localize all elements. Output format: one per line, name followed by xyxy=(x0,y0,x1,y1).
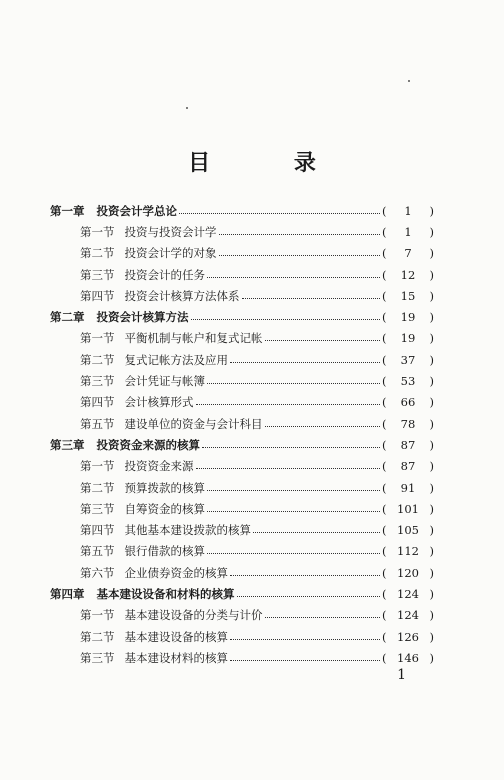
toc-entry-label xyxy=(50,650,228,666)
section-title: 复式记帐方法及应用 xyxy=(124,352,228,367)
page-reference xyxy=(382,438,434,452)
dot-leader xyxy=(202,440,380,450)
dot-leader xyxy=(207,270,380,280)
page-number-ref: 66 xyxy=(400,395,416,410)
section-title: 投资会计学的对象 xyxy=(124,246,217,261)
section-title: 建设单位的资金与会计科目 xyxy=(124,416,263,431)
open-paren: ( xyxy=(382,480,387,495)
page-reference xyxy=(382,374,434,388)
page-number-ref: 91 xyxy=(400,480,416,495)
page-number-ref: 1 xyxy=(404,224,412,239)
toc-entry-label xyxy=(50,352,228,368)
close-paren: ) xyxy=(429,586,434,601)
page-number-ref: 126 xyxy=(397,629,419,644)
page-number-ref: 124 xyxy=(397,608,419,623)
page-number-ref: 105 xyxy=(397,523,419,538)
open-paren: ( xyxy=(382,224,387,239)
page-reference xyxy=(382,544,434,558)
section-number: 第二节 xyxy=(80,246,115,261)
page-number: 1 xyxy=(397,667,406,683)
toc-section-row xyxy=(50,562,434,583)
section-title: 其他基本建设拨款的核算 xyxy=(124,523,251,538)
page-reference xyxy=(382,630,434,644)
section-number: 第一节 xyxy=(80,224,115,239)
open-paren: ( xyxy=(382,416,387,431)
close-paren: ) xyxy=(429,629,434,644)
section-number: 第三节 xyxy=(80,501,115,516)
close-paren: ) xyxy=(429,650,434,665)
dot-leader xyxy=(230,568,380,578)
dot-leader xyxy=(253,525,380,535)
toc-section-row xyxy=(50,456,434,477)
section-number: 第四节 xyxy=(80,395,115,410)
dot-leader xyxy=(207,376,380,386)
toc-entry-label xyxy=(50,245,217,261)
section-title: 基本建设设备的核算 xyxy=(124,629,228,644)
section-number: 第四节 xyxy=(80,523,115,538)
open-paren: ( xyxy=(382,523,387,538)
toc-entry-label xyxy=(50,437,200,453)
toc-entry-label xyxy=(50,309,189,325)
chapter-number: 第四章 xyxy=(50,586,85,601)
page-reference xyxy=(382,331,434,345)
dot-leader xyxy=(219,248,381,258)
chapter-title: 投资会计学总论 xyxy=(96,203,177,218)
open-paren: ( xyxy=(382,459,387,474)
dot-leader xyxy=(230,653,380,663)
toc-chapter-row xyxy=(50,434,434,455)
section-title: 会计核算形式 xyxy=(124,395,194,410)
section-number: 第五节 xyxy=(80,416,115,431)
toc-entry-label xyxy=(50,565,228,581)
page-reference xyxy=(382,268,434,282)
toc-section-row xyxy=(50,413,434,434)
close-paren: ) xyxy=(429,352,434,367)
dot-leader xyxy=(196,397,381,407)
open-paren: ( xyxy=(382,246,387,261)
toc-entry-label xyxy=(50,416,263,432)
section-number: 第一节 xyxy=(80,459,115,474)
page-number-ref: 120 xyxy=(397,565,419,580)
toc-entry-label xyxy=(50,458,194,474)
close-paren: ) xyxy=(429,246,434,261)
close-paren: ) xyxy=(429,459,434,474)
section-title: 会计凭证与帐簿 xyxy=(124,374,205,389)
page-reference xyxy=(382,417,434,431)
dot-leader xyxy=(265,610,381,620)
close-paren: ) xyxy=(429,544,434,559)
dot-leader xyxy=(179,206,380,216)
open-paren: ( xyxy=(382,650,387,665)
close-paren: ) xyxy=(429,416,434,431)
section-number: 第三节 xyxy=(80,374,115,389)
page-number-ref: 15 xyxy=(400,288,416,303)
toc-section-row xyxy=(50,221,434,242)
section-number: 第一节 xyxy=(80,608,115,623)
page-reference xyxy=(382,225,434,239)
dot-leader xyxy=(265,333,381,343)
close-paren: ) xyxy=(429,565,434,580)
section-number: 第三节 xyxy=(80,267,115,282)
open-paren: ( xyxy=(382,544,387,559)
toc-chapter-row xyxy=(50,200,434,221)
section-title: 基本建设设备的分类与计价 xyxy=(124,608,263,623)
open-paren: ( xyxy=(382,352,387,367)
page-number-ref: 146 xyxy=(397,650,419,665)
page-number-ref: 87 xyxy=(400,437,416,452)
page-reference xyxy=(382,523,434,537)
toc-entry-label xyxy=(50,330,263,346)
toc-section-row xyxy=(50,498,434,519)
open-paren: ( xyxy=(382,608,387,623)
toc-entry-label xyxy=(50,288,240,304)
toc-section-row xyxy=(50,243,434,264)
toc-entry-label xyxy=(50,267,205,283)
section-title: 投资资金来源 xyxy=(124,459,194,474)
open-paren: ( xyxy=(382,565,387,580)
page-title: 目 录 xyxy=(188,150,354,176)
toc-section-row xyxy=(50,647,434,668)
close-paren: ) xyxy=(429,480,434,495)
toc-section-row xyxy=(50,605,434,626)
page-reference xyxy=(382,566,434,580)
toc-section-row xyxy=(50,328,434,349)
page-reference xyxy=(382,395,434,409)
toc-entry-label xyxy=(50,203,177,219)
page-number-ref: 101 xyxy=(397,501,419,516)
page-number-ref: 37 xyxy=(400,352,416,367)
chapter-number: 第二章 xyxy=(50,310,85,325)
close-paren: ) xyxy=(429,203,434,218)
section-title: 投资与投资会计学 xyxy=(124,224,217,239)
page-reference xyxy=(382,651,434,665)
dot-leader xyxy=(207,483,380,493)
page-reference xyxy=(382,246,434,260)
page-number-ref: 7 xyxy=(404,246,412,261)
section-number: 第二节 xyxy=(80,629,115,644)
table-of-contents xyxy=(50,200,434,669)
section-number: 第二节 xyxy=(80,480,115,495)
page-reference xyxy=(382,481,434,495)
dot-leader xyxy=(265,419,381,429)
section-title: 基本建设材料的核算 xyxy=(124,650,228,665)
close-paren: ) xyxy=(429,267,434,282)
page-reference xyxy=(382,502,434,516)
toc-section-row xyxy=(50,541,434,562)
toc-entry-label xyxy=(50,224,217,240)
chapter-number: 第一章 xyxy=(50,203,85,218)
toc-section-row xyxy=(50,519,434,540)
open-paren: ( xyxy=(382,395,387,410)
toc-entry-label xyxy=(50,629,228,645)
section-number: 第一节 xyxy=(80,331,115,346)
toc-entry-label xyxy=(50,586,235,602)
chapter-title: 投资资金来源的核算 xyxy=(96,437,200,452)
dot-leader xyxy=(230,355,380,365)
close-paren: ) xyxy=(429,331,434,346)
page-reference xyxy=(382,459,434,473)
toc-entry-label xyxy=(50,480,205,496)
page-reference xyxy=(382,587,434,601)
section-number: 第三节 xyxy=(80,650,115,665)
toc-section-row xyxy=(50,392,434,413)
dot-leader xyxy=(207,546,380,556)
toc-entry-label xyxy=(50,522,251,538)
section-title: 预算拨款的核算 xyxy=(124,480,205,495)
section-number: 第五节 xyxy=(80,544,115,559)
page-reference xyxy=(382,310,434,324)
toc-section-row xyxy=(50,626,434,647)
toc-section-row xyxy=(50,264,434,285)
dot-leader xyxy=(207,504,380,514)
toc-section-row xyxy=(50,285,434,306)
toc-section-row xyxy=(50,370,434,391)
page-number-ref: 19 xyxy=(400,310,416,325)
close-paren: ) xyxy=(429,523,434,538)
open-paren: ( xyxy=(382,310,387,325)
section-title: 投资会计核算方法体系 xyxy=(124,288,240,303)
page-reference xyxy=(382,608,434,622)
open-paren: ( xyxy=(382,586,387,601)
page-reference xyxy=(382,289,434,303)
page-number-ref: 1 xyxy=(404,203,412,218)
section-number: 第四节 xyxy=(80,288,115,303)
section-number: 第二节 xyxy=(80,352,115,367)
open-paren: ( xyxy=(382,629,387,644)
page-reference xyxy=(382,204,434,218)
open-paren: ( xyxy=(382,374,387,389)
close-paren: ) xyxy=(429,374,434,389)
section-number: 第六节 xyxy=(80,565,115,580)
close-paren: ) xyxy=(429,437,434,452)
chapter-title: 基本建设设备和材料的核算 xyxy=(96,586,235,601)
scan-speck xyxy=(186,107,188,109)
open-paren: ( xyxy=(382,288,387,303)
close-paren: ) xyxy=(429,310,434,325)
open-paren: ( xyxy=(382,501,387,516)
dot-leader xyxy=(230,632,380,642)
toc-entry-label xyxy=(50,394,194,410)
open-paren: ( xyxy=(382,267,387,282)
section-title: 银行借款的核算 xyxy=(124,544,205,559)
dot-leader xyxy=(242,291,381,301)
chapter-number: 第三章 xyxy=(50,437,85,452)
close-paren: ) xyxy=(429,501,434,516)
open-paren: ( xyxy=(382,203,387,218)
toc-entry-label xyxy=(50,373,205,389)
dot-leader xyxy=(219,227,381,237)
toc-entry-label xyxy=(50,607,263,623)
close-paren: ) xyxy=(429,608,434,623)
close-paren: ) xyxy=(429,224,434,239)
page-number-ref: 78 xyxy=(400,416,416,431)
open-paren: ( xyxy=(382,437,387,452)
page-number-ref: 53 xyxy=(400,374,416,389)
section-title: 平衡机制与帐户和复式记帐 xyxy=(124,331,263,346)
scan-speck xyxy=(408,80,410,82)
close-paren: ) xyxy=(429,288,434,303)
page-number-ref: 87 xyxy=(400,459,416,474)
toc-chapter-row xyxy=(50,583,434,604)
page-number-ref: 19 xyxy=(400,331,416,346)
dot-leader xyxy=(237,589,381,599)
toc-section-row xyxy=(50,349,434,370)
dot-leader xyxy=(191,312,381,322)
toc-chapter-row xyxy=(50,306,434,327)
toc-section-row xyxy=(50,477,434,498)
page-number-ref: 124 xyxy=(397,586,419,601)
toc-entry-label xyxy=(50,501,205,517)
open-paren: ( xyxy=(382,331,387,346)
page-number-ref: 12 xyxy=(400,267,416,282)
section-title: 自筹资金的核算 xyxy=(124,501,205,516)
page-number-ref: 112 xyxy=(397,544,419,559)
section-title: 投资会计的任务 xyxy=(124,267,205,282)
page-reference xyxy=(382,353,434,367)
section-title: 企业债券资金的核算 xyxy=(124,565,228,580)
close-paren: ) xyxy=(429,395,434,410)
chapter-title: 投资会计核算方法 xyxy=(96,310,189,325)
dot-leader xyxy=(196,461,381,471)
toc-entry-label xyxy=(50,543,205,559)
